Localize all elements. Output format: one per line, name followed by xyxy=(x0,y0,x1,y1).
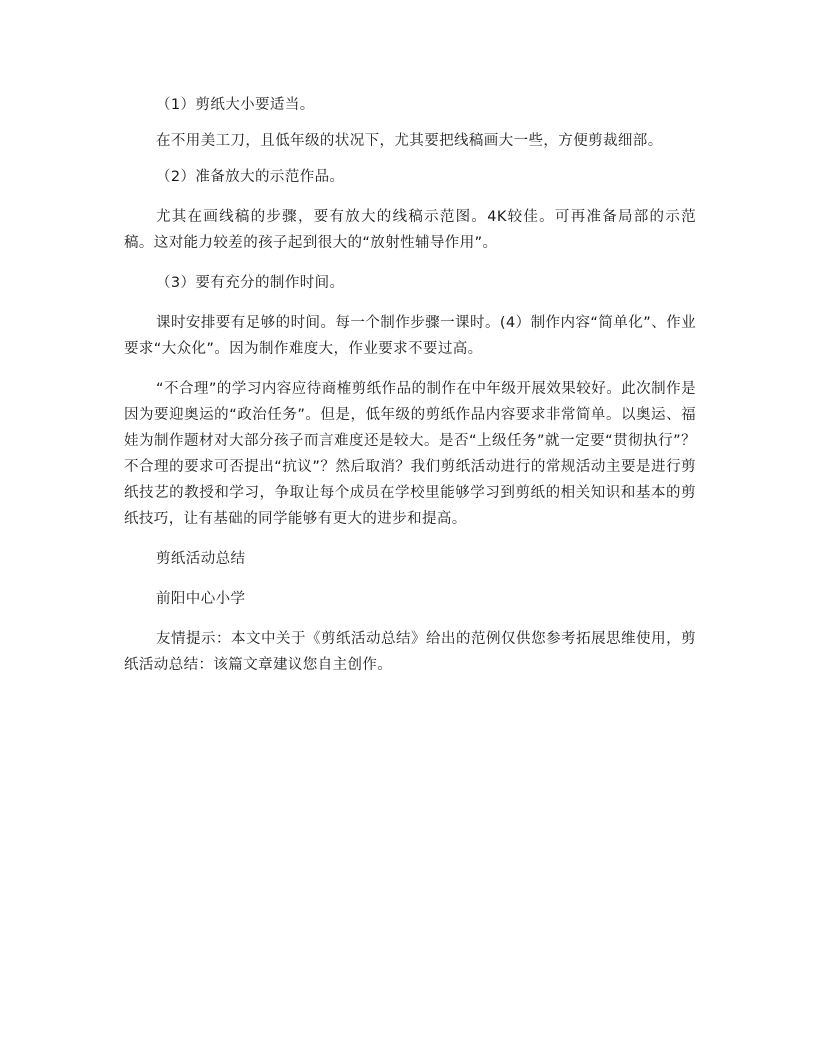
reflection-paragraph: “不合理”的学习内容应待商榷剪纸作品的制作在中年级开展效果较好。此次制作是因为要迎奥运的“政治任务”。但是，低年级的剪纸作品内容要求非常简单。以奥运、福娃为制作题材对大部分孩子而言难度还是较大。是否“上级任务”就一定要“贯彻执行”？不合理的要求可否提出“抗议”？然后取消？我们剪纸活动进行的常规活动主要是进行剪纸技艺的教授和学习，争取让每个成员在学校里能够学习到剪纸的相关知识和基本的剪纸技巧，让有基础的同学能够有更大的进步和提高。 xyxy=(124,381,696,527)
school-name-line: 前阳中心小学 xyxy=(156,591,246,607)
section-3-body: 课时安排要有足够的时间。每一个制作步骤一课时。(4）制作内容“简单化”、作业要求“大众化”。因为制作难度大，作业要求不要过高。 xyxy=(124,315,696,357)
section-2-heading: （2）准备放大的示范作品。 xyxy=(156,169,345,185)
document-body xyxy=(124,92,696,678)
section-3-heading: （3）要有充分的制作时间。 xyxy=(156,275,345,291)
section-1-body: 在不用美工刀，且低年级的状况下，尤其要把线稿画大一些，方便剪裁细部。 xyxy=(156,133,663,149)
friendly-notice: 友情提示：本文中关于《剪纸活动总结》给出的范例仅供您参考拓展思维使用，剪纸活动总结：该篇文章建议您自主创作。 xyxy=(124,631,696,673)
section-1-heading: （1）剪纸大小要适当。 xyxy=(156,97,315,113)
document-title-line: 剪纸活动总结 xyxy=(156,551,246,567)
section-2-body: 尤其在画线稿的步骤，要有放大的线稿示范图。4K较佳。可再准备局部的示范稿。这对能力较差的孩子起到很大的“放射性辅导作用”。 xyxy=(124,209,696,251)
